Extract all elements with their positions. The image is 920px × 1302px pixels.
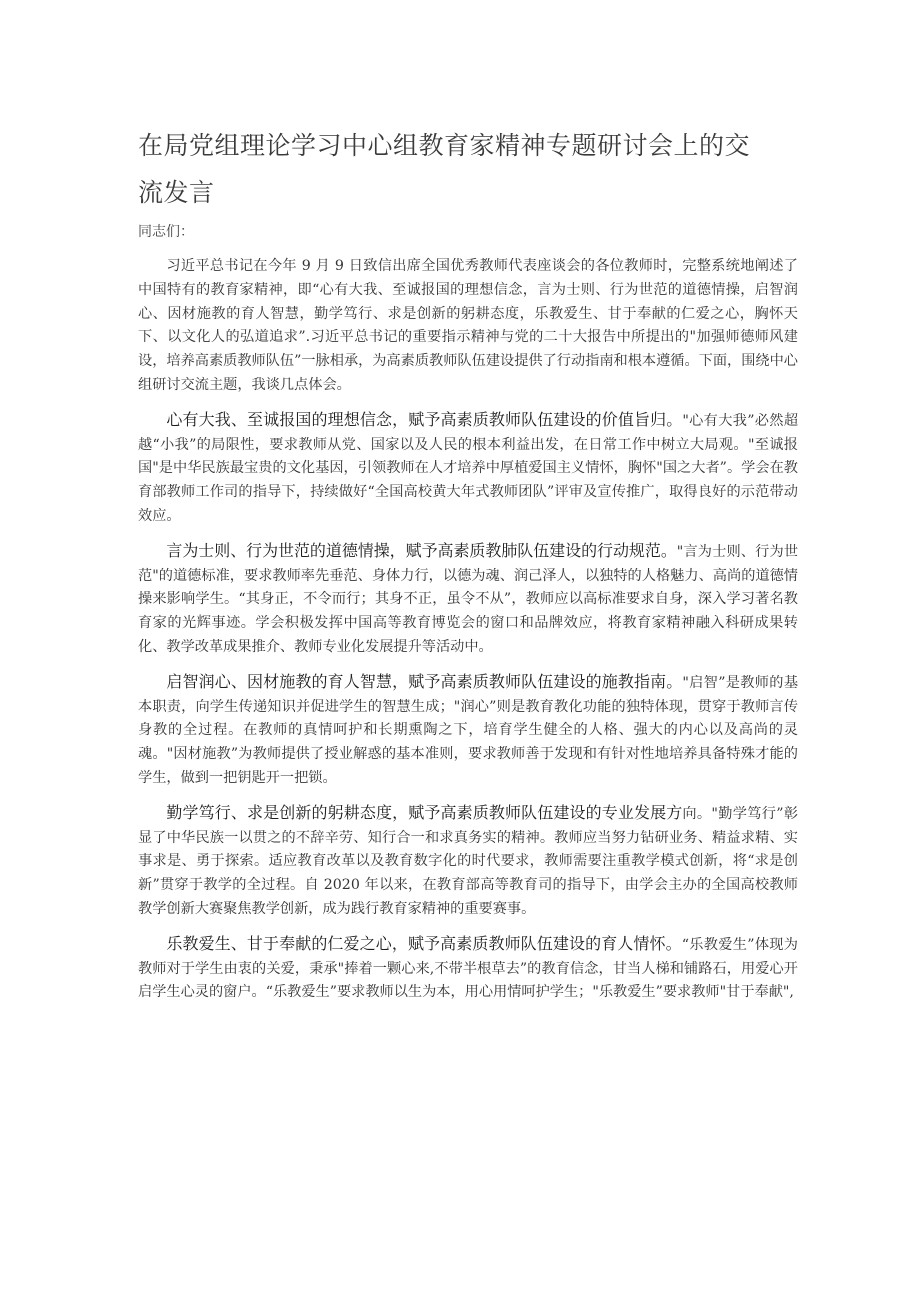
section-paragraph-2: [138, 539, 798, 660]
section-heading: 乐教爱生、甘于奉献的仁爱之心，赋予高素质教师队伍建设的育人情怀。: [166, 933, 682, 953]
section-body: 向。"勤学笃行”彰显了中华民族一以贯之的不辞辛劳、知行合一和求真务实的精神。教师应当努力钻研业务、精益求精、实事求是、勇于探索。适应教育改革以及教育数字化的时代要求，教师需要注重教学模式创新，将“求是创新”贯穿于教学的全过程。自 2020 年以来，在教育部高等教育司的指导下，由学会主办的全国高校教师教学创新大赛聚焦教学创新，成为践行教育家精神的重要赛事。: [138, 805, 799, 917]
section-paragraph-4: [138, 801, 798, 922]
section-paragraph-3: [138, 670, 798, 791]
salutation: 同志们：: [138, 224, 194, 240]
section-body: "启智”是教师的基本职责，向学生传递知识并促进学生的智慧生成；"润心”则是教育教化功能的独特体现，贯穿于教师言传身教的全过程。在教师的真情呵护和长期熏陶之下，培育学生健全的人格、强大的内心以及高尚的灵魂。"因材施教”为教师提供了授业解惑的基本准则，要求教师善于发现和有针对性地培养具备特殊才能的学生，做到一把钥匙开一把锁。: [138, 674, 799, 786]
section-heading: 心有大我、至诚报国的理想信念，赋予高素质教师队伍建设的价值旨归。: [166, 409, 683, 429]
section-heading: 勤学笃行、求是创新的躬耕态度，赋予高素质教师队伍建设的专业发展方: [166, 802, 683, 822]
section-heading: 言为士则、行为世范的道德情操，赋予高素质教肺队伍建设的行动规范。: [166, 540, 677, 560]
section-paragraph-5: [138, 932, 798, 1005]
section-body: “乐教爱生”体现为教师对于学生由衷的关爱，秉承"捧着一颗心来,不带半根草去”的教育信念，甘当人梯和铺路石，用爱心开启学生心灵的窗户。“乐教爱生”要求教师以生为本，用心用情呵护学生；"乐教爱生”要求教师"甘于奉献",: [138, 936, 798, 1001]
section-paragraph-1: [138, 408, 798, 529]
section-body: "心有大我”必然超越“小我”的局限性，要求教师从党、国家以及人民的根本利益出发，在日常工作中树立大局观。"至诚报国"是中华民族最宝贵的文化基因，引领教师在人才培养中厚植爱国主义情怀，胸怀"国之大者”。学会在教育部教师工作司的指导下，持续做好“全国高校黄大年式教师团队”评审及宣传推广，取得良好的示范带动效应。: [138, 412, 799, 524]
section-heading: 启智润心、因材施教的育人智慧，赋予高素质教师队伍建设的施教指南。: [166, 671, 683, 691]
section-body: "言为士则、行为世范"的道德标准，要求教师率先垂范、身体力行，以德为魂、润己泽人，以独特的人格魅力、高尚的道德情操来影响学生。“其身正，不令而行；其身不正，虽令不从”，教师应以高标准要求自身，深入学习著名教育家的光辉事迹。学会积极发挥中国高等教育博览会的窗口和品牌效应，将教育家精神融入科研成果转化、教学改革成果推介、教师专业化发展提升等活动中。: [138, 543, 799, 655]
document-title: 在局党组理论学习中心组教育家精神专题研讨会上的交流发言: [138, 131, 751, 207]
intro-paragraph: 习近平总书记在今年 9 月 9 日致信出席全国优秀教师代表座谈会的各位教师时，完整系统地阐述了中国特有的教育家精神，即“心有大我、至诚报国的理想信念，言为士则、行为世范的道德情操，启智润心、因材施教的育人智慧，勤学笃行、求是创新的躬耕态度，乐教爱生、甘于奉献的仁爱之心，胸怀天下、以文化人的弘道追求”.习近平总书记的重要指示精神与党的二十大报告中所提出的"加强师德师风建设，培养高素质教师队伍”一脉相承，为高素质教师队伍建设提供了行动指南和根本遵循。下面，围绕中心组研讨交流主题，我谈几点体会。: [138, 258, 798, 393]
document-page: [138, 122, 798, 1015]
